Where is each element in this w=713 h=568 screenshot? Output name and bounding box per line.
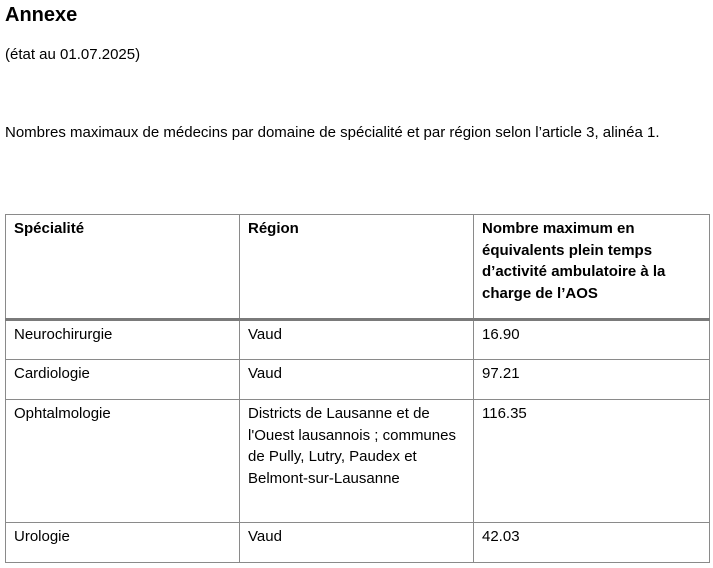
cell-maximum: 116.35 [474, 400, 710, 523]
table-row [6, 360, 710, 400]
column-header-region: Région [240, 215, 474, 320]
cell-maximum: 16.90 [474, 320, 710, 360]
cell-region: Districts de Lausanne et de l'Ouest lausannois ; communes de Pully, Lutry, Paudex et Belmont-sur-Lausanne [240, 400, 474, 523]
cell-maximum: 97.21 [474, 360, 710, 400]
table-header-row [6, 215, 710, 320]
effective-date: (état au 01.07.2025) [5, 46, 141, 63]
cell-specialty: Ophtalmologie [6, 400, 240, 523]
cell-region: Vaud [240, 360, 474, 400]
table-row [6, 320, 710, 360]
table-row [6, 523, 710, 563]
cell-specialty: Urologie [6, 523, 240, 563]
cell-region: Vaud [240, 523, 474, 563]
intro-paragraph: Nombres maximaux de médecins par domaine de spécialité et par région selon l’article 3, alinéa 1. [5, 124, 660, 141]
cell-region: Vaud [240, 320, 474, 360]
cell-specialty: Neurochirurgie [6, 320, 240, 360]
column-header-specialty: Spécialité [6, 215, 240, 320]
column-header-maximum: Nombre maximum en équivalents plein temps d’activité ambulatoire à la charge de l’AOS [474, 215, 710, 320]
cell-specialty: Cardiologie [6, 360, 240, 400]
physician-quota-table [5, 214, 710, 563]
cell-maximum: 42.03 [474, 523, 710, 563]
table-row [6, 400, 710, 523]
page-title: Annexe [5, 4, 78, 26]
